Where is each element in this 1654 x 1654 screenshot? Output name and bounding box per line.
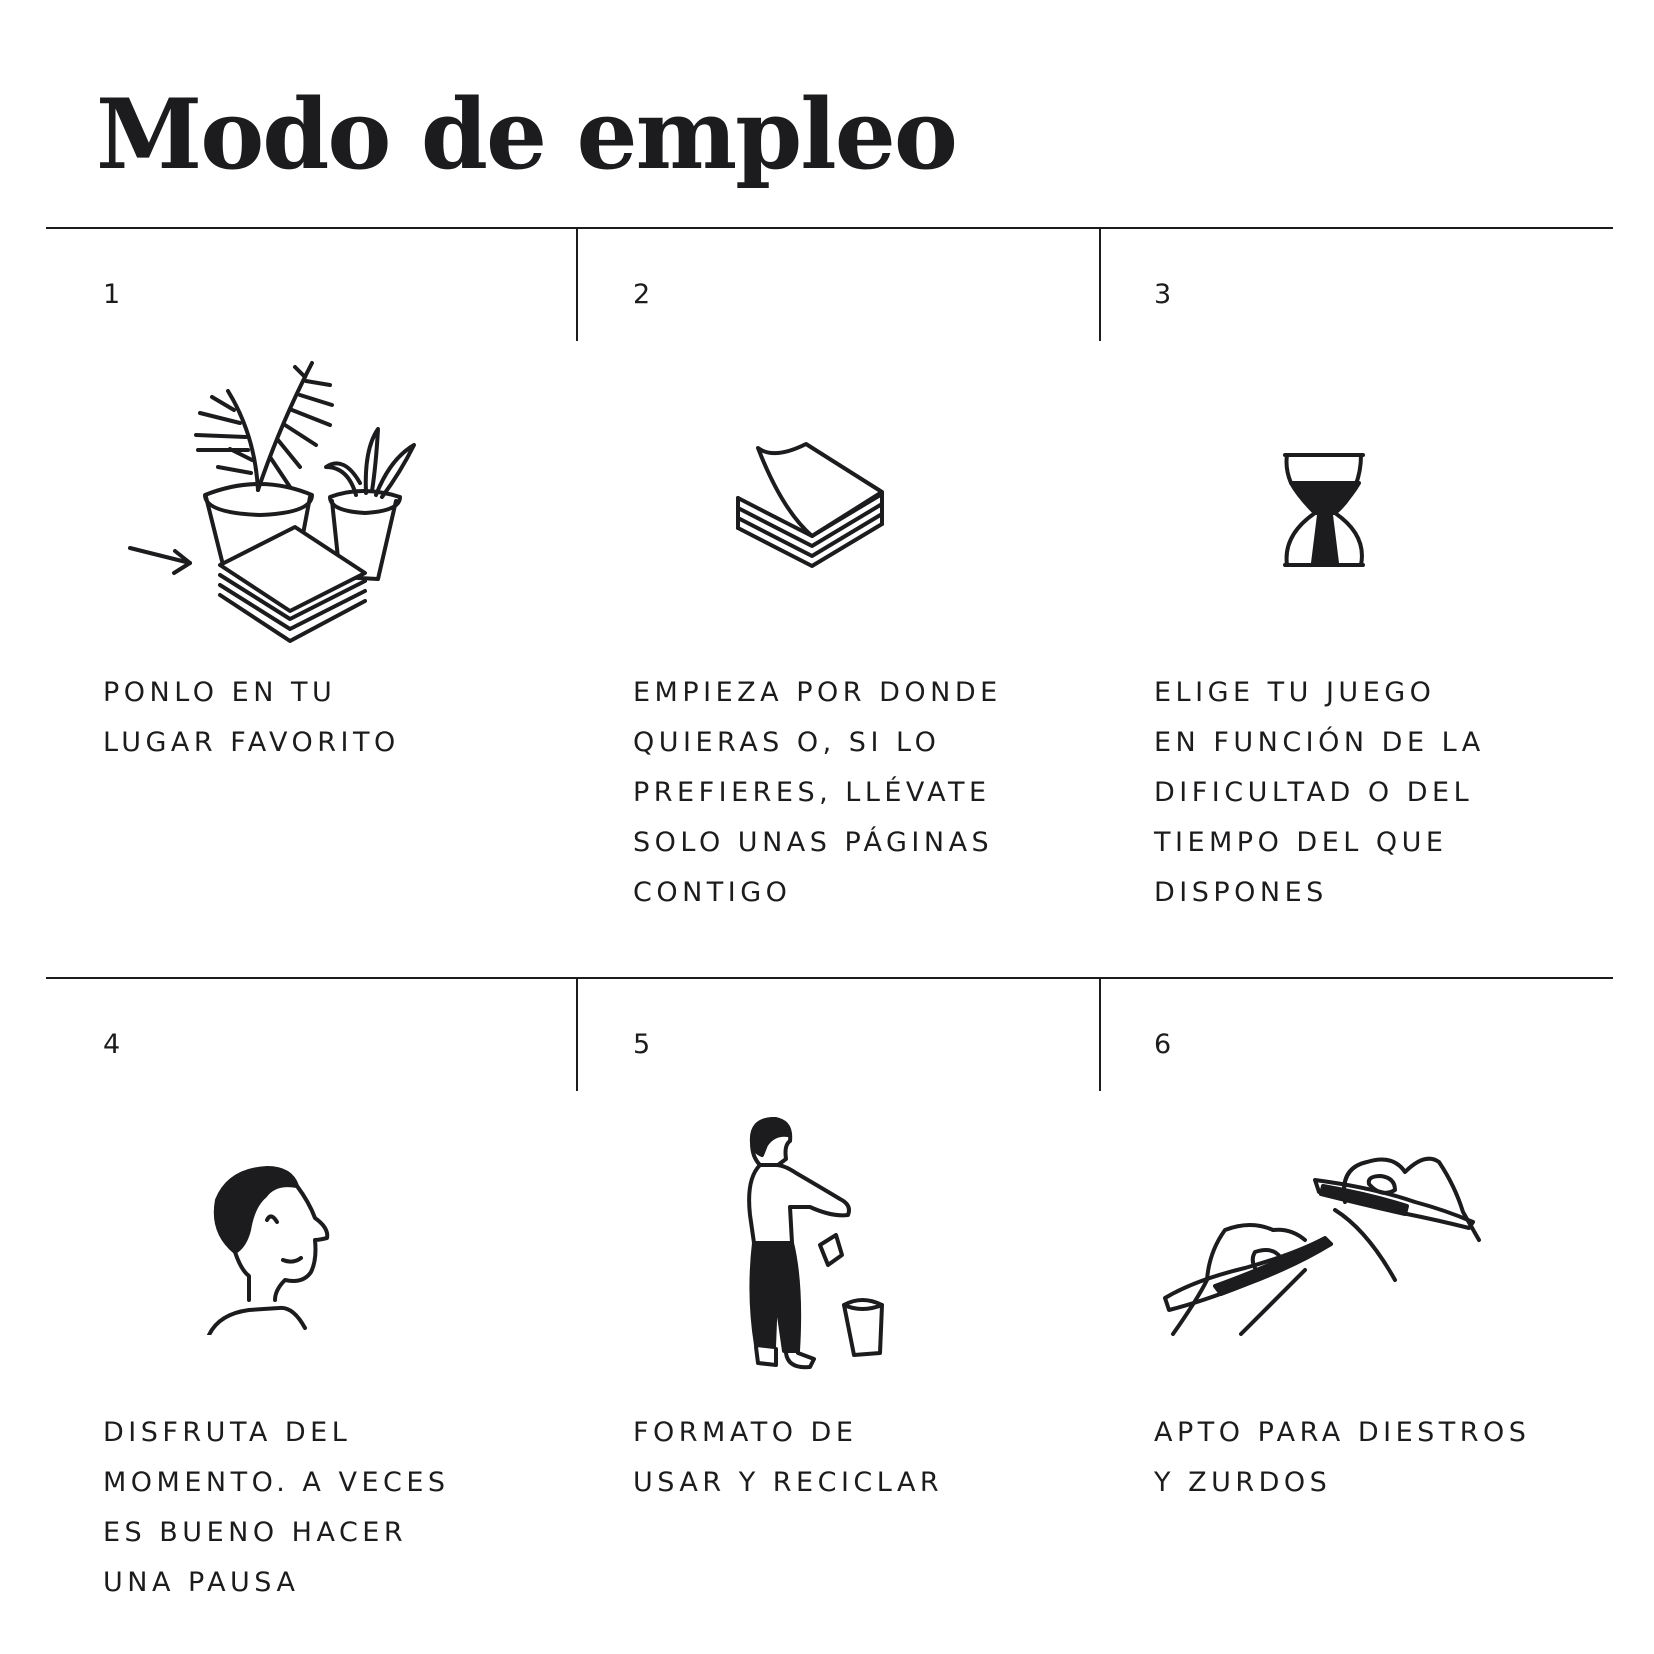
step-caption: EMPIEZA POR DONDE QUIERAS O, SI LO PREFIERES, LLÉVATE SOLO UNAS PÁGINAS CONTIGO xyxy=(633,677,1002,908)
relaxed-person-icon xyxy=(205,1160,345,1335)
paper-stack-icon xyxy=(730,440,890,575)
step-caption: DISFRUTA DEL MOMENTO. A VECES ES BUENO HACER UNA PAUSA xyxy=(103,1417,450,1598)
plants-and-paper-stack-icon xyxy=(120,355,430,665)
column-divider xyxy=(1099,229,1101,341)
column-divider xyxy=(1099,979,1101,1091)
step-number: 1 xyxy=(103,279,121,310)
hourglass-icon xyxy=(1275,445,1375,575)
step-number: 3 xyxy=(1154,279,1172,310)
person-recycling-icon xyxy=(740,1115,900,1375)
hands-with-pens-icon xyxy=(1155,1150,1495,1340)
top-divider xyxy=(46,227,1613,229)
step-caption: PONLO EN TU LUGAR FAVORITO xyxy=(103,677,400,758)
step-number: 5 xyxy=(633,1029,651,1060)
step-number: 2 xyxy=(633,279,651,310)
step-caption: FORMATO DE USAR Y RECICLAR xyxy=(633,1417,944,1498)
step-number: 4 xyxy=(103,1029,121,1060)
step-caption: ELIGE TU JUEGO EN FUNCIÓN DE LA DIFICULTAD O DEL TIEMPO DEL QUE DISPONES xyxy=(1154,677,1485,908)
column-divider xyxy=(576,229,578,341)
step-number: 6 xyxy=(1154,1029,1172,1060)
middle-divider xyxy=(46,977,1613,979)
page-title: Modo de empleo xyxy=(96,78,956,191)
step-caption: APTO PARA DIESTROS Y ZURDOS xyxy=(1154,1417,1531,1498)
column-divider xyxy=(576,979,578,1091)
